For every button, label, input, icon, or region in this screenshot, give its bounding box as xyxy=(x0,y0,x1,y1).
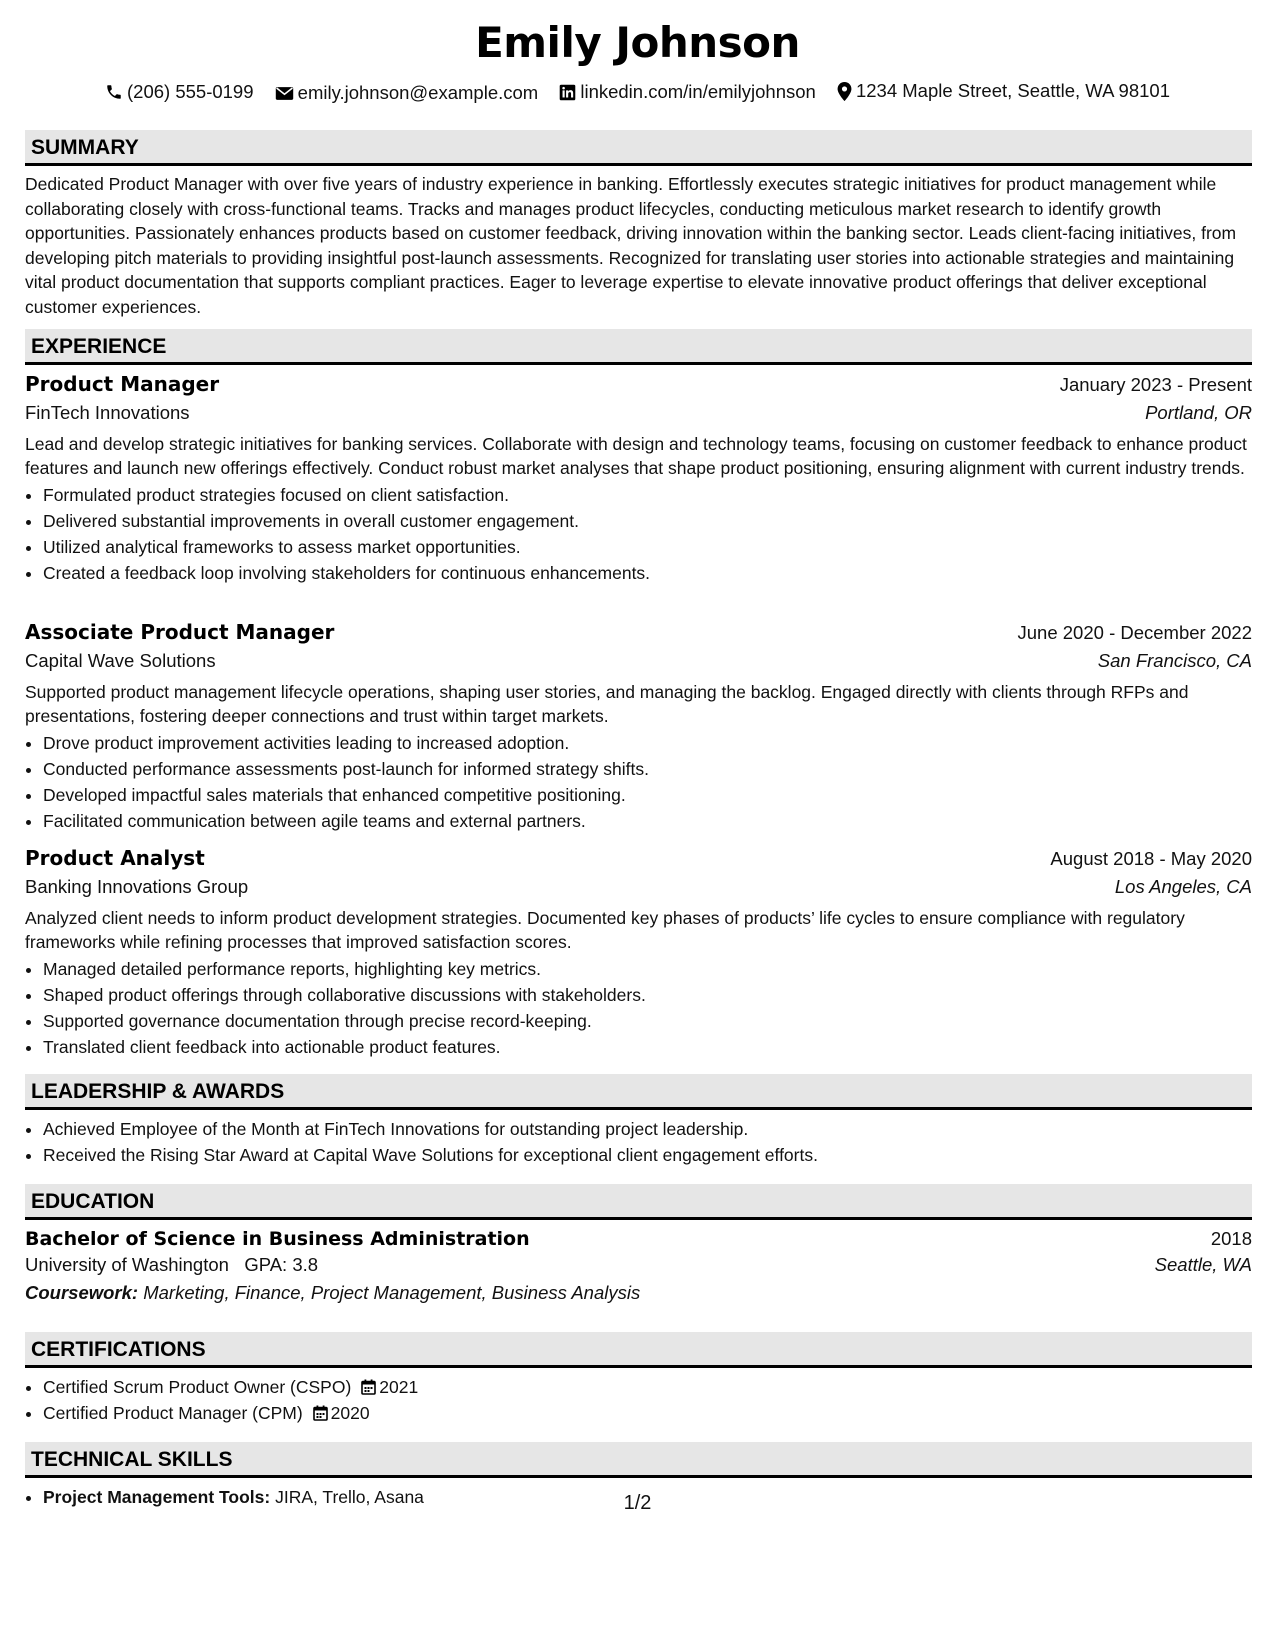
phone-text: (206) 555-0199 xyxy=(127,80,254,102)
coursework-label: Coursework: xyxy=(25,1282,139,1303)
address-text: 1234 Maple Street, Seattle, WA 98101 xyxy=(855,80,1170,101)
certifications-heading: CERTIFICATIONS xyxy=(25,1332,1252,1368)
experience-section xyxy=(25,329,1252,365)
education-heading: EDUCATION xyxy=(25,1184,1252,1220)
job-entry xyxy=(25,846,1252,1060)
certification-year: 2020 xyxy=(330,1403,370,1423)
certifications-section xyxy=(25,1332,1252,1426)
candidate-name: Emily Johnson xyxy=(475,18,800,67)
job-dates: June 2020 - December 2022 xyxy=(1017,622,1252,643)
job-title: Product Manager xyxy=(25,372,220,396)
job-description: Analyzed client needs to inform product development strategies. Documented key phases of products’ life cycles to ensure compliance with regulatory frameworks while refining processes that improved satisfaction scores. xyxy=(25,908,1185,952)
leadership-list xyxy=(25,1116,1252,1168)
summary-text: Dedicated Product Manager with over five years of industry experience in banking. Effortlessly executes strategic initiatives for product management while collaborating closely with cross-functional teams. Tracks and manages product lifecycles, conducting meticulous market research to identify growth opportunities. Passionately enhances products based on customer feedback, driving innovation within the banking sector. Leads client-facing initiatives, from developing pitch materials to providing insightful post-launch assessments. Recognized for translating user stories into actionable strategies and maintaining vital product documentation that supports compliant practices. Eager to leverage expertise to elevate innovative product offerings that deliver exceptional customer experiences. xyxy=(25,174,1237,317)
school-name: University of Washington xyxy=(25,1254,229,1275)
job-location: Portland, OR xyxy=(1145,402,1252,423)
list-item: • Delivered substantial improvements in overall customer engagement. xyxy=(43,508,1252,534)
job-bullets xyxy=(25,482,1252,586)
leadership-section xyxy=(25,1074,1252,1168)
linkedin-text: linkedin.com/in/emilyjohnson xyxy=(580,81,816,102)
list-item: • Formulated product strategies focused on client satisfaction. xyxy=(43,482,1252,508)
job-entry xyxy=(25,372,1252,586)
graduation-year: 2018 xyxy=(1210,1228,1252,1249)
skills-heading: TECHNICAL SKILLS xyxy=(25,1442,1252,1478)
gpa: GPA: 3.8 xyxy=(244,1254,319,1275)
certifications-list xyxy=(25,1374,1252,1426)
list-item: • Conducted performance assessments post-launch for informed strategy shifts. xyxy=(43,756,1252,782)
skill-label: Project Management Tools: xyxy=(43,1487,271,1507)
school-location: Seattle, WA xyxy=(1154,1254,1252,1275)
job-bullets xyxy=(25,956,1252,1060)
job-description: Supported product management lifecycle operations, shaping user stories, and managing the backlog. Engaged directly with clients through RFPs and presentations, fostering deeper connections and trust within target markets. xyxy=(25,682,1189,726)
list-item: • Facilitated communication between agile teams and external partners. xyxy=(43,808,1252,834)
coursework-list: Marketing, Finance, Project Management, Business Analysis xyxy=(143,1282,641,1303)
list-item: • Received the Rising Star Award at Capital Wave Solutions for exceptional client engagement efforts. xyxy=(43,1142,1252,1168)
job-bullets xyxy=(25,730,1252,834)
list-item: • Managed detailed performance reports, highlighting key metrics. xyxy=(43,956,1252,982)
summary-heading: SUMMARY xyxy=(25,130,1252,166)
calendar-icon xyxy=(361,1379,376,1395)
contact-phone[interactable] xyxy=(105,81,254,103)
coursework xyxy=(25,1282,1252,1304)
list-item: • Drove product improvement activities leading to increased adoption. xyxy=(43,730,1252,756)
envelope-icon xyxy=(275,86,294,101)
calendar-icon xyxy=(313,1405,328,1421)
summary-section xyxy=(25,130,1252,319)
degree-title: Bachelor of Science in Business Administration xyxy=(25,1228,530,1250)
list-item: • Created a feedback loop involving stakeholders for continuous enhancements. xyxy=(43,560,1252,586)
job-title: Product Analyst xyxy=(25,846,205,870)
job-entry xyxy=(25,620,1252,834)
education-section xyxy=(25,1184,1252,1304)
page-number: 1/2 xyxy=(623,1492,652,1514)
phone-icon xyxy=(105,83,123,101)
contact-bar xyxy=(0,80,1275,106)
experience-heading: EXPERIENCE xyxy=(25,329,1252,365)
job-company: FinTech Innovations xyxy=(25,402,190,423)
contact-linkedin[interactable] xyxy=(559,81,815,103)
list-item: • Shaped product offerings through collaborative discussions with stakeholders. xyxy=(43,982,1252,1008)
list-item xyxy=(43,1400,1252,1426)
certification-name: Certified Scrum Product Owner (CSPO) xyxy=(43,1377,352,1397)
contact-address xyxy=(837,80,1170,102)
job-company: Banking Innovations Group xyxy=(25,876,249,897)
job-location: San Francisco, CA xyxy=(1097,650,1252,671)
map-pin-icon xyxy=(837,82,852,101)
certification-name: Certified Product Manager (CPM) xyxy=(43,1403,303,1423)
job-description: Lead and develop strategic initiatives for banking services. Collaborate with design and technology teams, focusing on customer feedback to enhance product features and launch new offerings effectively. Conduct robust market analyses that shape product positioning, ensuring alignment with current industry trends. xyxy=(25,434,1247,478)
list-item: • Utilized analytical frameworks to assess market opportunities. xyxy=(43,534,1252,560)
email-text: emily.johnson@example.com xyxy=(297,82,539,103)
list-item xyxy=(43,1374,1252,1400)
job-company: Capital Wave Solutions xyxy=(25,650,216,671)
list-item: • Achieved Employee of the Month at FinTech Innovations for outstanding project leadership. xyxy=(43,1116,1252,1142)
linkedin-icon xyxy=(559,84,576,101)
certification-year: 2021 xyxy=(379,1377,419,1397)
list-item: • Supported governance documentation through precise record-keeping. xyxy=(43,1008,1252,1034)
job-dates: August 2018 - May 2020 xyxy=(1050,848,1252,869)
list-item: • Developed impactful sales materials that enhanced competitive positioning. xyxy=(43,782,1252,808)
contact-email[interactable] xyxy=(275,82,539,104)
job-dates: January 2023 - Present xyxy=(1059,374,1252,395)
leadership-heading: LEADERSHIP & AWARDS xyxy=(25,1074,1252,1110)
skill-value: JIRA, Trello, Asana xyxy=(275,1487,424,1507)
job-location: Los Angeles, CA xyxy=(1114,876,1252,897)
job-title: Associate Product Manager xyxy=(25,620,335,644)
list-item: • Translated client feedback into actionable product features. xyxy=(43,1034,1252,1060)
